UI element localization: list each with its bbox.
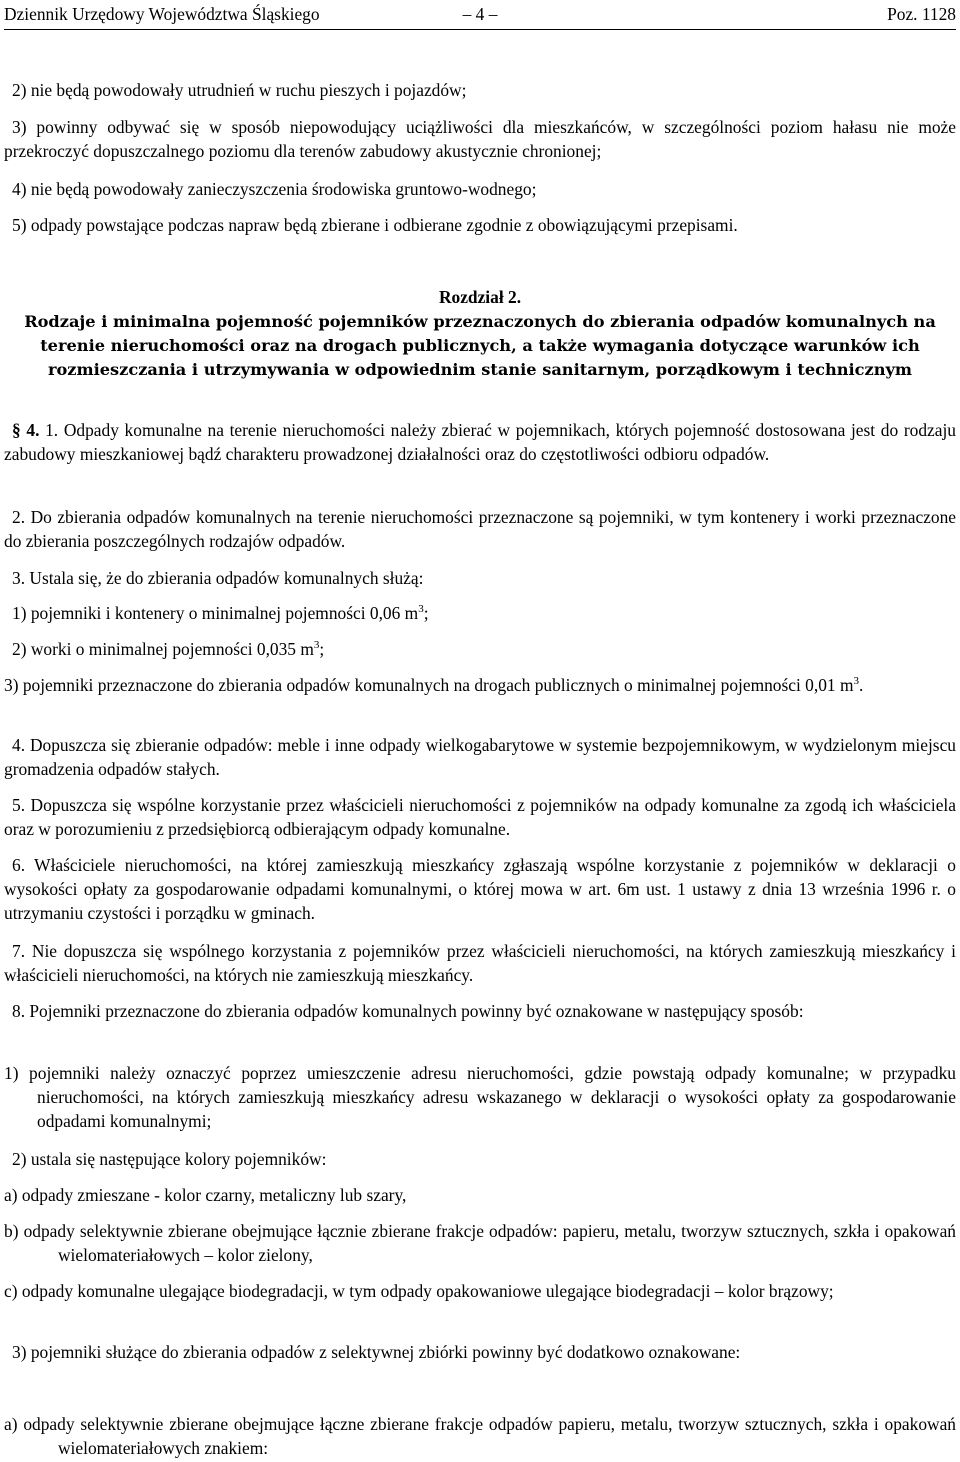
list-item: 1) pojemniki należy oznaczyć poprzez umieszczenie adresu nieruchomości, gdzie powstają odpady komunalne; w przypadku nieruchomości, na których zamieszkują mieszkańcy adresu wskazanego w deklaracji o wysokości opłaty za gospodarowanie odpadami komunalnymi; [4,1063,956,1131]
list-item: 5) odpady powstające podczas napraw będą zbierane i odbierane zgodnie z obowiązującymi przepisami. [12,215,738,235]
section-number: § 4. [12,420,40,440]
list-item: 2) worki o minimalnej pojemności 0,035 $m^3$; [12,639,325,659]
page-number: – 4 – [462,4,498,24]
list-item: a) odpady zmieszane - kolor czarny, metaliczny lub szary, [4,1185,407,1205]
list-item: 2) nie będą powodowały utrudnień w ruchu pieszych i pojazdów; [12,80,467,100]
list-item: 3) powinny odbywać się w sposób niepowodujący uciążliwości dla mieszkańców, w szczególności poziom hałasu nie może przekroczyć dopuszczalnego poziomu dla terenów zabudowy akustycznie chronionej; [4,117,956,161]
paragraph [4,418,956,466]
paragraph: 5. Dopuszcza się wspólne korzystanie przez właścicieli nieruchomości z pojemników na odpady komunalne za zgodą ich właściciela oraz w porozumieniu z przedsiębiorcą odbierającym odpady komunalne. [4,795,956,839]
position-number: Poz. 1128 [887,4,956,24]
journal-title: Dziennik Urzędowy Województwa Śląskiego [4,4,320,24]
paragraph: 8. Pojemniki przeznaczone do zbierania odpadów komunalnych powinny być oznakowane w następujący sposób: [12,1001,804,1021]
list-item: 3) pojemniki przeznaczone do zbierania odpadów komunalnych na drogach publicznych o minimalnej pojemności 0,01 $m^3$. [4,675,864,695]
chapter-title: Rodzaje i minimalna pojemność pojemników przeznaczonych do zbierania odpadów komunalnych na terenie nieruchomości oraz na drogach publicznych, a także wymagania dotyczące warunków ich rozmieszczania i utrzymywania w odpowiednim stanie sanitarnym, porządkowym i technicznym [24,312,936,379]
list-item: a) odpady selektywnie zbierane obejmujące łączne zbierane frakcje odpadów papieru, metalu, tworzyw sztucznych, szkła i opakowań wielomateriałowych znakiem: [4,1414,956,1458]
paragraph: 2. Do zbierania odpadów komunalnych na terenie nieruchomości przeznaczone są pojemniki, w tym kontenery i worki przeznaczone do zbierania poszczególnych rodzajów odpadów. [4,507,956,551]
list-item: 3) pojemniki służące do zbierania odpadów z selektywnej zbiórki powinny być dodatkowo oznakowane: [12,1342,741,1362]
paragraph: 6. Właściciele nieruchomości, na której zamieszkują mieszkańcy zgłaszają wspólne korzystanie z pojemników w deklaracji o wysokości opłaty za gospodarowanie odpadami komunalnymi, o której mowa w art. 6m ust. 1 ustawy z dnia 13 września 1996 r. o utrzymaniu czystości i porządku w gminach. [4,855,956,923]
paragraph-text: 1. Odpady komunalne na terenie nieruchomości należy zbierać w pojemnikach, których pojemność dostosowana jest do rodzaju zabudowy mieszkaniowej bądź charakteru prowadzonej działalności oraz do częstotliwości odbioru odpadów. [4,420,956,464]
chapter-label: Rozdział 2. [438,287,522,307]
list-item: 2) ustala się następujące kolory pojemników: [12,1149,327,1169]
paragraph: 7. Nie dopuszcza się wspólnego korzystania z pojemników przez właścicieli nieruchomości, na których zamieszkują mieszkańcy i właścicieli nieruchomości, na których nie zamieszkują mieszkańcy. [4,941,956,985]
page-header [4,0,956,30]
list-item: b) odpady selektywnie zbierane obejmujące łącznie zbierane frakcje odpadów: papieru, metalu, tworzyw sztucznych, szkła i opakowań wielomateriałowych – kolor zielony, [4,1221,956,1265]
paragraph: 4. Dopuszcza się zbieranie odpadów: meble i inne odpady wielkogabarytowe w systemie bezpojemnikowym, w wydzielonym miejscu gromadzenia odpadów stałych. [4,735,956,779]
list-item: 1) pojemniki i kontenery o minimalnej pojemności 0,06 $m^3$; [12,603,429,623]
list-item: 4) nie będą powodowały zanieczyszczenia środowiska gruntowo-wodnego; [12,179,537,199]
list-item: c) odpady komunalne ulegające biodegradacji, w tym odpady opakowaniowe ulegające biodegradacji – kolor brązowy; [4,1281,834,1301]
paragraph: 3. Ustala się, że do zbierania odpadów komunalnych służą: [12,568,424,588]
